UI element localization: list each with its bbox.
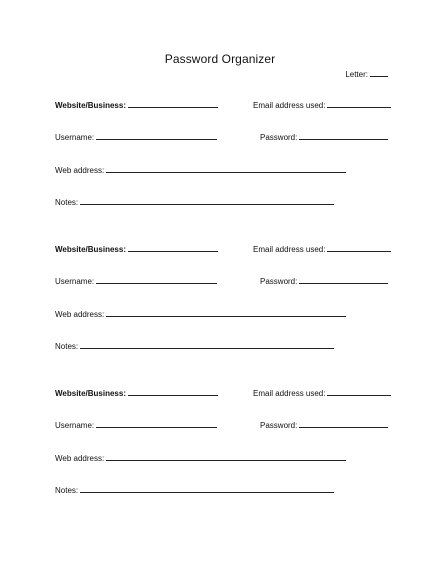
website-underline[interactable]: [128, 244, 218, 252]
notes-underline[interactable]: [80, 197, 334, 205]
document-title: Password Organizer: [164, 52, 276, 66]
email-label: Email address used:: [253, 245, 326, 254]
web-address-label: Web address:: [55, 166, 105, 175]
username-underline[interactable]: [96, 132, 217, 140]
email-field[interactable]: [253, 388, 391, 399]
notes-underline[interactable]: [80, 485, 334, 493]
web-address-underline[interactable]: [106, 309, 346, 317]
username-field[interactable]: [55, 132, 217, 143]
website-field[interactable]: [55, 244, 218, 255]
website-label: Website/Business:: [55, 245, 126, 254]
web-address-field[interactable]: [55, 453, 346, 464]
password-underline[interactable]: [299, 420, 388, 428]
email-label: Email address used:: [253, 389, 326, 398]
password-label: Password:: [260, 421, 298, 430]
email-underline[interactable]: [327, 100, 391, 108]
password-field[interactable]: [260, 420, 388, 431]
email-field[interactable]: [253, 244, 391, 255]
website-field[interactable]: [55, 388, 218, 399]
letter-field[interactable]: [345, 69, 388, 79]
email-field[interactable]: [253, 100, 391, 111]
password-field[interactable]: [260, 132, 388, 143]
web-address-underline[interactable]: [106, 453, 346, 461]
web-address-field[interactable]: [55, 309, 346, 320]
web-address-label: Web address:: [55, 454, 105, 463]
username-field[interactable]: [55, 276, 217, 287]
username-label: Username:: [55, 133, 95, 142]
notes-label: Notes:: [55, 198, 79, 207]
web-address-label: Web address:: [55, 310, 105, 319]
username-field[interactable]: [55, 420, 217, 431]
website-label: Website/Business:: [55, 389, 126, 398]
web-address-field[interactable]: [55, 165, 346, 176]
website-field[interactable]: [55, 100, 218, 111]
username-label: Username:: [55, 277, 95, 286]
password-underline[interactable]: [299, 132, 388, 140]
username-label: Username:: [55, 421, 95, 430]
username-underline[interactable]: [96, 276, 217, 284]
password-label: Password:: [260, 133, 298, 142]
letter-underline[interactable]: [370, 69, 388, 77]
website-underline[interactable]: [128, 388, 218, 396]
notes-field[interactable]: [55, 485, 334, 496]
password-underline[interactable]: [299, 276, 388, 284]
website-underline[interactable]: [128, 100, 218, 108]
username-underline[interactable]: [96, 420, 217, 428]
email-underline[interactable]: [327, 244, 391, 252]
notes-underline[interactable]: [80, 341, 334, 349]
notes-label: Notes:: [55, 486, 79, 495]
web-address-underline[interactable]: [106, 165, 346, 173]
email-underline[interactable]: [327, 388, 391, 396]
notes-label: Notes:: [55, 342, 79, 351]
password-field[interactable]: [260, 276, 388, 287]
website-label: Website/Business:: [55, 101, 126, 110]
email-label: Email address used:: [253, 101, 326, 110]
notes-field[interactable]: [55, 341, 334, 352]
letter-label: Letter:: [345, 70, 368, 79]
password-label: Password:: [260, 277, 298, 286]
notes-field[interactable]: [55, 197, 334, 208]
